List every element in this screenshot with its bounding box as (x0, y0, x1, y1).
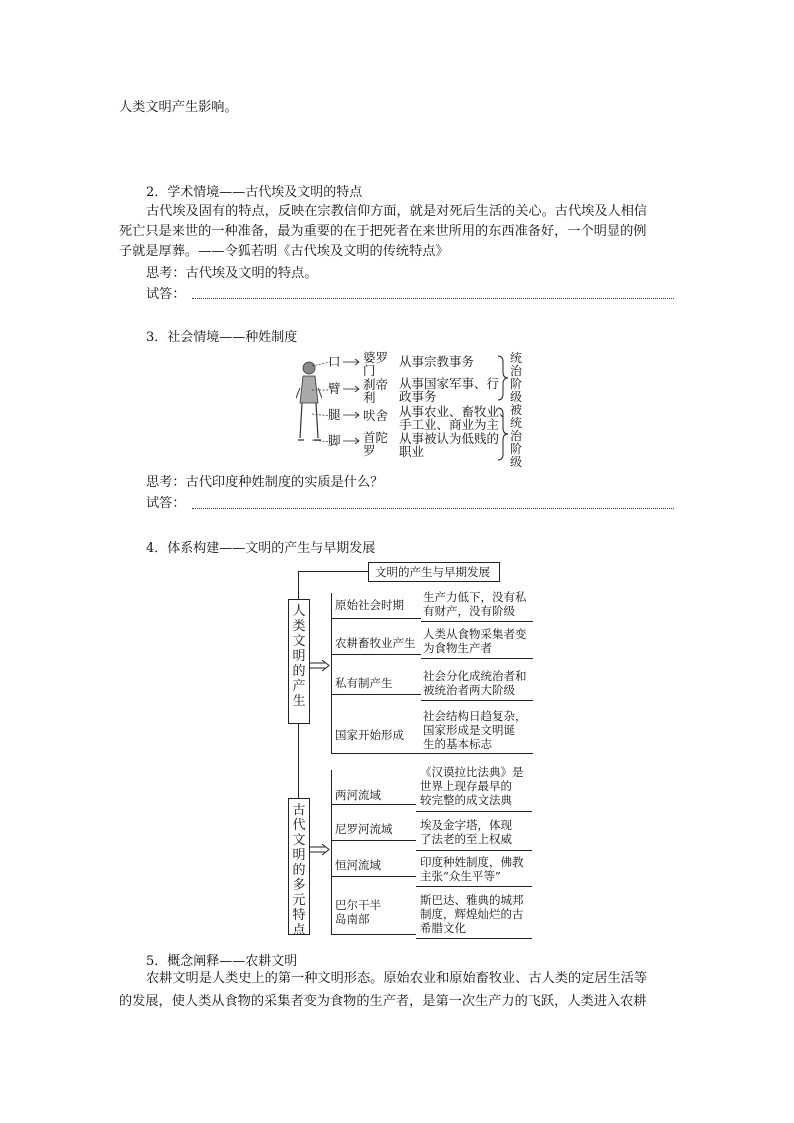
part-mouth: 口 (328, 354, 341, 369)
ruling-class-label: 统治阶级 (510, 351, 523, 404)
section2-para-line-1: 古代埃及固有的特点，反映在宗教信仰方面，就是对死后生活的关心。古代埃及人相信 (146, 204, 648, 219)
section2-heading: 2．学术情境——古代埃及文明的特点 (146, 185, 363, 200)
g1-item4-desc: 社会结构日趋复杂， 国家形成是文明诞 生的基本标志 (423, 709, 527, 751)
caste-kshatriya: 刹帝 利 (363, 377, 389, 405)
part-foot: 脚 (328, 433, 341, 448)
g2-item2-name: 尼罗河流域 (335, 822, 393, 836)
group2-label: 古代文明的多元特点 (292, 803, 306, 938)
group1-arrow-icon (309, 660, 331, 672)
duty-kshatriya: 从事国家军事、行 政事务 (399, 376, 500, 404)
section2-answer-line[interactable] (192, 298, 674, 299)
group2-arrow-icon (309, 844, 331, 856)
part-arm: 臂 (328, 381, 341, 396)
group2-box (288, 798, 310, 938)
g1-item2-desc: 人类从食物采集者变 为食物生产者 (423, 627, 527, 655)
section3-question: 思考：古代印度种姓制度的实质是什么？ (146, 475, 384, 490)
map-title: 文明的产生与早期发展 (375, 565, 490, 579)
section3-answer-line[interactable] (192, 508, 674, 509)
part-leg: 腿 (328, 407, 341, 422)
g2-item3-name: 恒河流域 (335, 858, 381, 872)
g2-item4-desc: 斯巴达、雅典的城邦 制度，辉煌灿烂的古 希腊文化 (420, 893, 524, 935)
g2-item1-desc: 《汉谟拉比法典》是 世界上现存最早的 较完整的成文法典 (420, 765, 524, 807)
map-title-box (368, 562, 500, 582)
section2-para-line-3: 子就是厚葬。——令狐若明《古代埃及文明的传统特点》 (119, 244, 449, 259)
g2-item4-name: 巴尔干半 岛南部 (335, 898, 381, 926)
g1-item3-desc: 社会分化成统治者和 被统治者两大阶级 (423, 669, 527, 697)
g1-item4-name: 国家开始形成 (335, 728, 404, 742)
section3-answer-label: 试答： (146, 496, 186, 511)
duty-brahmin: 从事宗教事务 (399, 354, 475, 369)
section4-heading: 4．体系构建——文明的产生与早期发展 (146, 541, 376, 556)
section5-para-line-1: 农耕文明是人类史上的第一种文明形态。原始农业和原始畜牧业、古人类的定居生活等 (146, 971, 648, 986)
section5-para-line-2: 的发展，使人类从食物的采集者变为食物的生产者，是第一次生产力的飞跃，人类进入农耕 (119, 994, 647, 1009)
section5-heading: 5．概念阐释——农耕文明 (146, 954, 298, 969)
brace-icons (496, 352, 510, 464)
g2-item1-name: 两河流域 (335, 788, 381, 802)
section2-question: 思考：古代埃及文明的特点。 (146, 266, 318, 281)
section3-heading: 3．社会情境——种姓制度 (146, 330, 298, 345)
g1-item1-desc: 生产力低下，没有私 有财产，没有阶级 (423, 590, 527, 618)
intro-line: 人类文明产生影响。 (119, 100, 238, 115)
caste-brahmin: 婆罗 门 (363, 350, 389, 378)
g2-item3-desc: 印度种姓制度，佛教 主张“众生平等” (420, 855, 524, 883)
section2-para-line-2: 死亡只是来世的一种准备，最为重要的在于把死者在来世所用的东西准备好，一个明显的例 (119, 224, 647, 239)
concept-map (280, 560, 540, 945)
g1-item3-name: 私有制产生 (335, 676, 393, 690)
caste-shudra: 首陀 罗 (363, 430, 389, 458)
duty-shudra: 从事被认为低贱的 职业 (399, 431, 500, 459)
group1-label: 人类文明的产生 (292, 604, 306, 709)
g2-item2-desc: 埃及金字塔，体现 了法老的至上权威 (420, 818, 512, 846)
part-caste-arrows (342, 350, 362, 466)
g1-item1-name: 原始社会时期 (335, 598, 404, 612)
ruled-class-label: 被统治阶级 (510, 403, 523, 469)
g1-item2-name: 农耕畜牧业产生 (335, 636, 416, 650)
section2-answer-label: 试答： (146, 287, 186, 302)
duty-vaishya: 从事农业、畜牧业、 手工业、商业为主 (399, 404, 512, 432)
caste-vaishya: 吠舍 (363, 408, 389, 423)
group1-box (288, 599, 310, 724)
caste-diagram (296, 350, 536, 469)
